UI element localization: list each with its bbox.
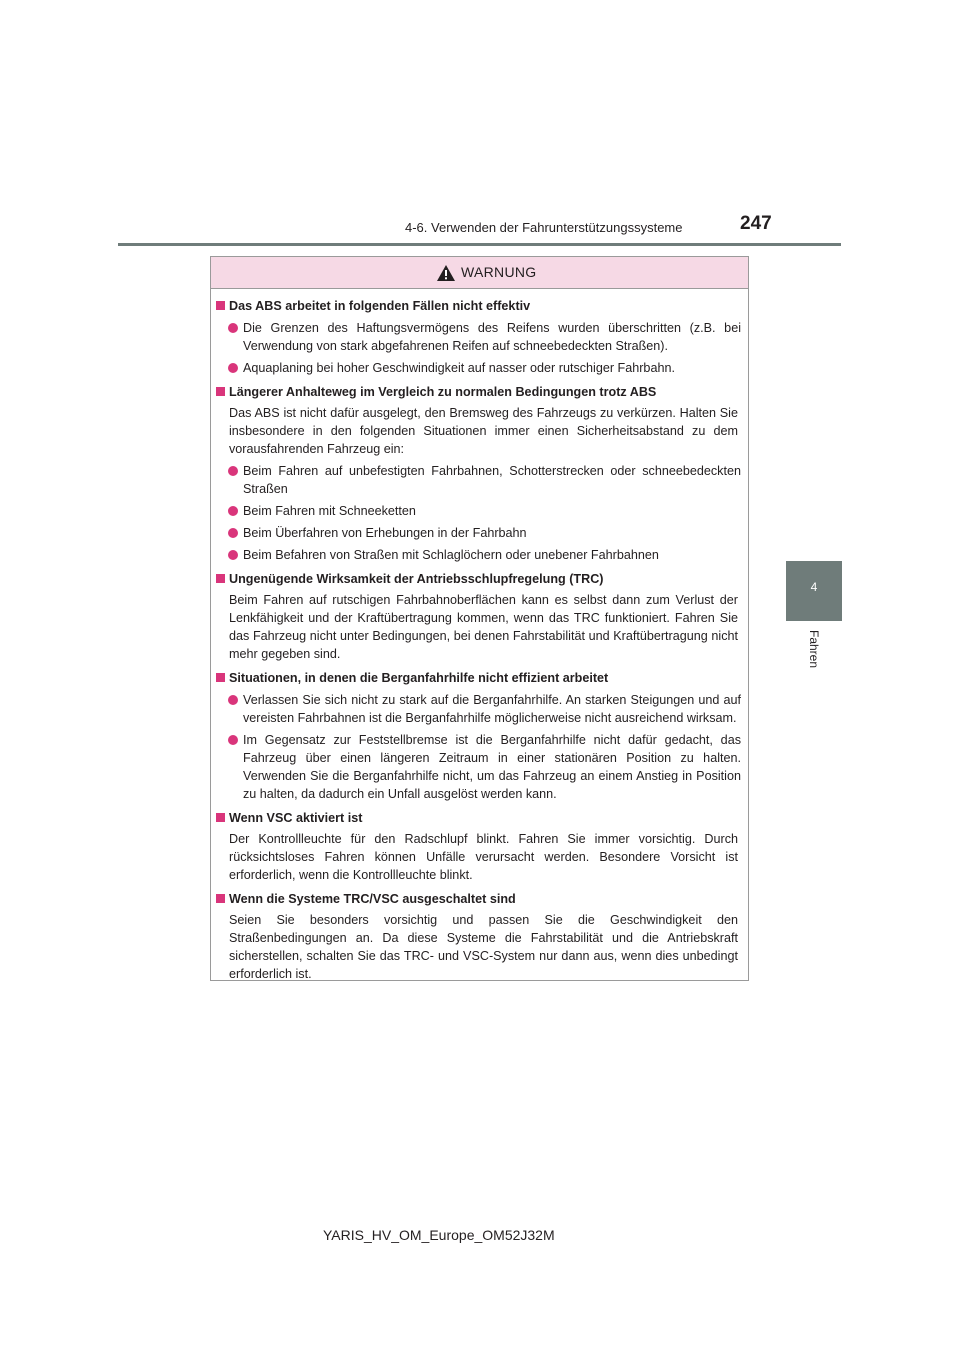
square-bullet-icon [216, 894, 225, 903]
chapter-tab[interactable] [786, 561, 842, 621]
section-text: Das ABS ist nicht dafür ausgelegt, den Bremsweg des Fahrzeugs zu verkürzen. Halten Sie insbesondere in den folgenden Situationen immer einen Sicherheitsabstand zu dem vorausfahrenden Fahrzeug ein: [229, 406, 738, 456]
warning-section [211, 383, 748, 564]
warning-section [211, 570, 748, 663]
bullet-item: Beim Fahren mit Schneeketten [211, 502, 748, 520]
warning-section [211, 669, 748, 803]
page-number: 247 [740, 213, 772, 234]
section-heading: Situationen, in denen die Berganfahrhilfe nicht effizient arbeitet [211, 669, 748, 687]
section-title: 4-6. Verwenden der Fahrunterstützungssysteme [405, 220, 683, 235]
square-bullet-icon [216, 813, 225, 822]
bullet-item: Beim Befahren von Straßen mit Schlaglöchern oder unebener Fahrbahnen [211, 546, 748, 564]
warning-section [211, 809, 748, 884]
bullet-item: Im Gegensatz zur Feststellbremse ist die Berganfahrhilfe nicht dafür gedacht, das Fahrzeug über einen längeren Zeitraum in einer stationären Position zu halten. Verwenden Sie die Berganfahrhilfe nicht, um das Fahrzeug an einem Anstieg in Position zu halten, da dadurch ein Unfall ausgelöst werden kann. [211, 731, 748, 803]
circle-bullet-icon [228, 363, 238, 373]
square-bullet-icon [216, 673, 225, 682]
warning-header [211, 257, 748, 289]
warning-box [210, 256, 749, 981]
warning-body [211, 297, 748, 989]
bullet-item: Beim Fahren auf unbefestigten Fahrbahnen, Schotterstrecken oder schneebedeckten Straßen [211, 462, 748, 498]
warning-section [211, 890, 748, 983]
chapter-number: 4 [810, 580, 818, 594]
section-text: Der Kontrollleuchte für den Radschlupf blinkt. Fahren Sie immer vorsichtig. Durch rücksichtsloses Fahren können Unfälle verursacht werden. Besondere Vorsicht ist erforderlich, wenn die Kontrollleuchte blinkt. [229, 832, 738, 882]
bullet-item: Beim Überfahren von Erhebungen in der Fahrbahn [211, 524, 748, 542]
circle-bullet-icon [228, 695, 238, 705]
circle-bullet-icon [228, 550, 238, 560]
bullet-item: Verlassen Sie sich nicht zu stark auf die Berganfahrhilfe. An starken Steigungen und auf vereisten Fahrbahnen ist die Berganfahrhilfe möglicherweise nicht ausreichend wirksam. [211, 691, 748, 727]
chapter-label [786, 621, 842, 681]
square-bullet-icon [216, 387, 225, 396]
section-heading: Das ABS arbeitet in folgenden Fällen nicht effektiv [211, 297, 748, 315]
warning-title: WARNUNG [461, 264, 537, 280]
section-heading: Ungenügende Wirksamkeit der Antriebsschlupfregelung (TRC) [211, 570, 748, 588]
section-text: Seien Sie besonders vorsichtig und passen Sie die Geschwindigkeit den Straßenbedingungen an. Da diese Systeme die Fahrstabilität und die Antriebskraft sicherstellen, schalten Sie das TRC- und VSC-System nur dann aus, wenn dies unbedingt erforderlich ist. [229, 913, 738, 981]
warning-triangle-icon [436, 264, 456, 282]
warning-section [211, 297, 748, 377]
document-code: YARIS_HV_OM_Europe_OM52J32M [323, 1227, 555, 1243]
circle-bullet-icon [228, 323, 238, 333]
section-text: Beim Fahren auf rutschigen Fahrbahnoberflächen kann es selbst dann zum Verlust der Lenkfähigkeit und der Kraftübertragung kommen, wenn das TRC funktioniert. Fahren Sie das Fahrzeug nicht unter Bedingungen, bei denen Fahrstabilität und Kraftübertragung nicht mehr gegeben sind. [229, 593, 738, 661]
section-heading: Längerer Anhalteweg im Vergleich zu normalen Bedingungen trotz ABS [211, 383, 748, 401]
circle-bullet-icon [228, 735, 238, 745]
header-divider [118, 243, 841, 246]
square-bullet-icon [216, 574, 225, 583]
section-heading: Wenn die Systeme TRC/VSC ausgeschaltet sind [211, 890, 748, 908]
square-bullet-icon [216, 301, 225, 310]
circle-bullet-icon [228, 466, 238, 476]
bullet-item: Die Grenzen des Haftungsvermögens des Reifens wurden überschritten (z.B. bei Verwendung von stark abgefahrenen Reifen auf schneebedeckten Straßen). [211, 319, 748, 355]
circle-bullet-icon [228, 528, 238, 538]
section-heading: Wenn VSC aktiviert ist [211, 809, 748, 827]
bullet-item: Aquaplaning bei hoher Geschwindigkeit auf nasser oder rutschiger Fahrbahn. [211, 359, 748, 377]
circle-bullet-icon [228, 506, 238, 516]
chapter-label-text: Fahren [807, 629, 821, 669]
